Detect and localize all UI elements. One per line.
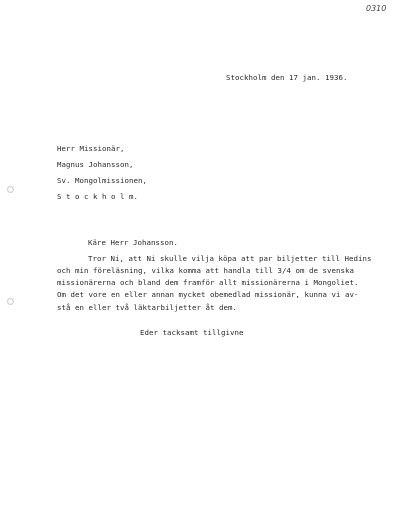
recipient-line: Magnus Johansson,: [57, 160, 134, 169]
archive-number: 0310: [366, 4, 387, 13]
body-line: stå en eller två läktarbiljetter åt dem.: [57, 303, 237, 312]
salutation: Käre Herr Johansson.: [88, 238, 178, 247]
recipient-line: Herr Missionär,: [57, 144, 125, 153]
date-line: Stockholm den 17 jan. 1936.: [226, 73, 348, 82]
punch-hole-bottom: [7, 298, 14, 305]
recipient-line: Sv. Mongolmissionen,: [57, 176, 147, 185]
body-line: missionärerna och bland dem framför allt missionärerna i Mongoliet.: [57, 278, 359, 287]
recipient-line: S t o c k h o l m.: [57, 192, 138, 201]
body-line: Om det vore en eller annan mycket obemedlad missionär, kunna vi av-: [57, 290, 359, 299]
punch-hole-top: [7, 186, 14, 193]
body-line: och min föreläsning, vilka komma att handla till 3/4 om de svenska: [57, 266, 354, 275]
body-line: Tror Ni, att Ni skulle vilja köpa att par biljetter till Hedins: [88, 254, 372, 263]
closing: Eder tacksamt tillgivne: [140, 328, 244, 337]
